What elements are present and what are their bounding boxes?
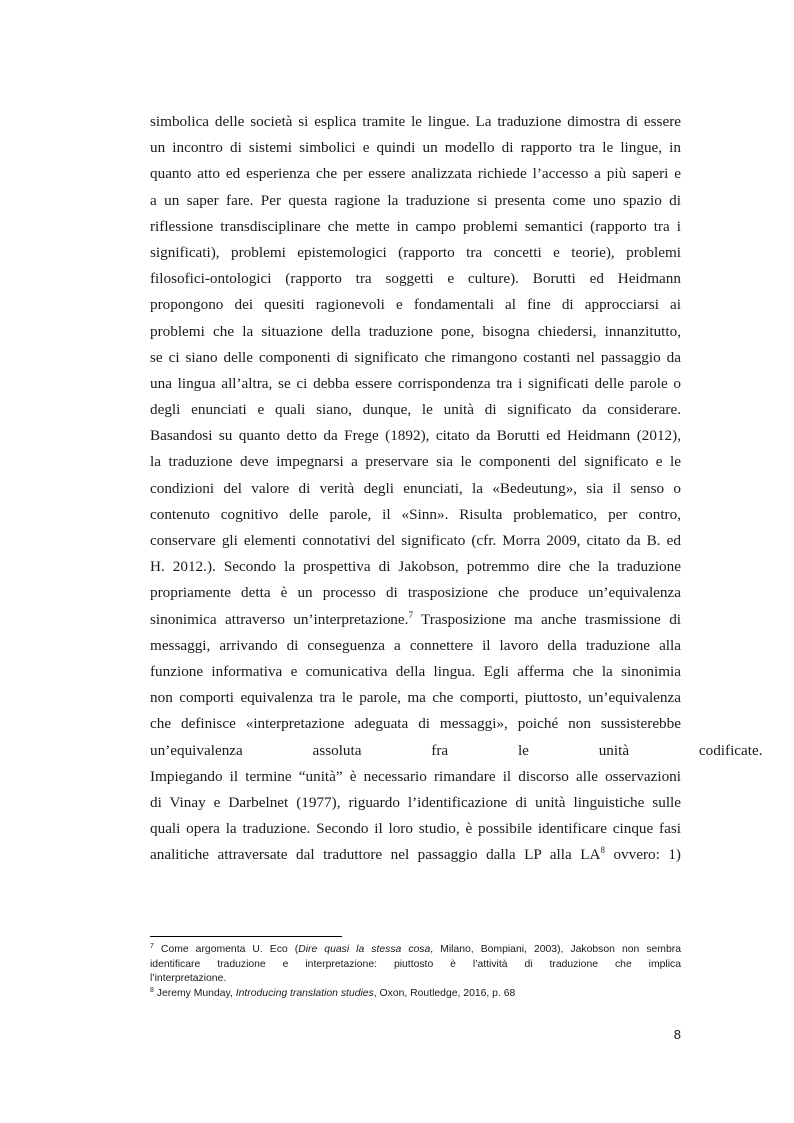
body-line: H. 2012.). Secondo la prospettiva di Jakobson, potremmo dire che la traduzione <box>150 558 681 576</box>
footnote-ref-7[interactable]: 7 <box>408 609 413 620</box>
body-text <box>150 109 763 868</box>
footnote-number: 8 <box>150 986 154 994</box>
footnote-book-title: Dire quasi la stessa cosa <box>298 944 431 955</box>
body-text-segment: sinonimica attraverso un’interpretazione. <box>150 610 409 628</box>
body-line: a un saper fare. Per questa ragione la traduzione si presenta come uno spazio di <box>150 191 681 209</box>
body-line: Impiegando il termine “unità” è necessario rimandare il discorso alle osservazioni <box>150 767 681 785</box>
footnote-text: Jeremy Munday, <box>153 987 236 999</box>
body-line: che definisce «interpretazione adeguata di messaggi», poiché non sussisterebbe <box>150 715 681 733</box>
body-line: conservare gli elementi connotativi del significato (cfr. Morra 2009, citato da B. ed <box>150 532 681 549</box>
body-line: condizioni del valore di verità degli enunciati, la «Bedeutung», sia il senso o <box>150 479 681 497</box>
body-line: contenuto cognitivo delle parole, il «Sinn». Risulta problematico, per contro, <box>150 505 681 523</box>
footnote-8 <box>150 987 681 1002</box>
footnote-7-line: l’interpretazione. <box>150 973 227 984</box>
body-line: funzione informativa e comunicativa della lingua. Egli afferma che la sinonimia <box>150 662 681 680</box>
body-line: di Vinay e Darbelnet (1977), riguardo l’identificazione di unità linguistiche sulle <box>150 793 681 811</box>
page-number: 8 <box>673 1027 681 1042</box>
body-line: propriamente detta è un processo di trasposizione che produce un’equivalenza <box>150 584 681 602</box>
body-line: un’equivalenza assoluta fra le unità codificate. <box>150 741 763 759</box>
body-text-segment: Trasposizione ma anche trasmissione di <box>412 610 682 628</box>
footnote-text: Come argomenta U. Eco ( <box>153 944 299 955</box>
footnote-separator <box>150 936 342 937</box>
body-line: quali opera la traduzione. Secondo il loro studio, è possibile identificare cinque fasi <box>150 820 681 838</box>
body-line: una lingua all’altra, se ci debba essere corrispondenza tra i significati delle parole o <box>150 374 681 392</box>
body-line: significati), problemi epistemologici (rapporto tra concetti e teorie), problemi <box>150 243 681 261</box>
body-line: non comporti equivalenza tra le parole, ma che comporti, piuttosto, un’equivalenza <box>150 689 681 707</box>
body-line: degli enunciati e quali siano, dunque, le unità di significato da considerare. <box>150 401 681 419</box>
body-line: problemi che la situazione della traduzione pone, bisogna chiedersi, innanzitutto, <box>150 322 681 340</box>
body-line: propongono dei quesiti ragionevoli e fondamentali al fine di approcciarsi ai <box>150 296 681 314</box>
body-line: se ci siano delle componenti di significato che rimangono costanti nel passaggio da <box>150 348 681 366</box>
footnote-7-line: identificare traduzione e interpretazione: piuttosto è l’attività di traduzione che implica <box>150 958 681 970</box>
footnote-book-title: Introducing translation studies <box>235 987 374 999</box>
body-line: Basandosi su quanto detto da Frege (1892), citato da Borutti ed Heidmann (2012), <box>150 427 681 445</box>
body-text-segment: ovvero: 1) <box>604 846 681 864</box>
body-line: riflessione transdisciplinare che mette in campo problemi semantici (rapporto tra i <box>150 217 681 235</box>
footnote-text: , Oxon, Routledge, 2016, p. 68 <box>373 987 516 999</box>
body-line: simbolica delle società si esplica tramite le lingue. La traduzione dimostra di essere <box>150 113 681 130</box>
footnote-text: , Milano, Bompiani, 2003), Jakobson non sembra <box>430 944 681 955</box>
body-line <box>150 842 681 868</box>
body-line: messaggi, arrivando di conseguenza a connettere il lavoro della traduzione alla <box>150 636 681 654</box>
body-line <box>150 607 681 633</box>
body-text-segment: analitiche attraversate dal traduttore nel passaggio dalla LP alla LA <box>150 846 601 864</box>
footnotes <box>150 943 681 1001</box>
footnote-7 <box>150 943 681 958</box>
footnote-ref-8[interactable]: 8 <box>600 845 605 856</box>
body-line: filosofici-ontologici (rapporto tra soggetti e culture). Borutti ed Heidmann <box>150 270 681 288</box>
body-line: un incontro di sistemi simbolici e quindi un modello di rapporto tra le lingue, in <box>150 139 681 157</box>
body-line: quanto atto ed esperienza che per essere analizzata richiede l’accesso a più saperi e <box>150 165 681 183</box>
footnote-number: 7 <box>150 943 154 950</box>
body-line: la traduzione deve impegnarsi a preservare sia le componenti del significato e le <box>150 453 681 471</box>
